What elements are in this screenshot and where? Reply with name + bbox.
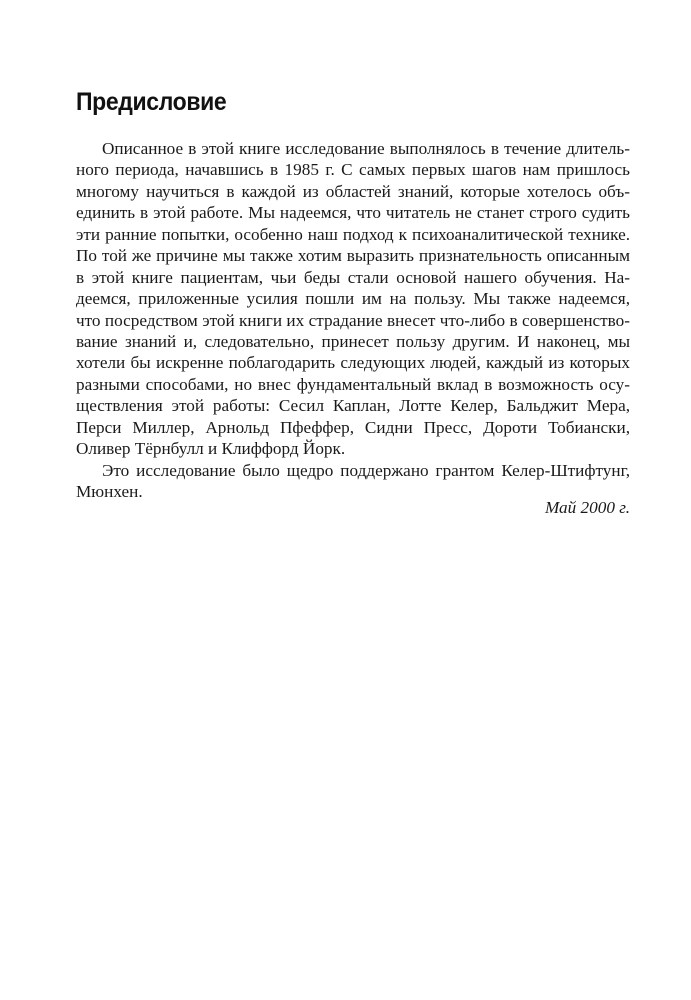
text-line: что посредством этой книги их страдание внесет что-либо в совершенство-	[76, 310, 630, 330]
page-title: Предисловие	[76, 88, 227, 116]
text-line: Мюнхен.	[76, 482, 143, 501]
text-line: Перси Миллер, Арнольд Пфеффер, Сидни Пресс, Дороти Тобиански,	[76, 417, 630, 437]
text-line: ного периода, начавшись в 1985 г. С самых первых шагов нам пришлось	[76, 160, 630, 180]
text-line: ществления этой работы: Сесил Каплан, Лотте Келер, Бальджит Мера,	[76, 396, 630, 416]
text-line: хотели бы искренне поблагодарить следующих людей, каждый из которых	[76, 353, 630, 373]
text-line: вание знаний и, следовательно, принесет пользу другим. И наконец, мы	[76, 331, 630, 351]
text-line: деемся, приложенные усилия пошли им на пользу. Мы также надеемся,	[76, 289, 630, 309]
text-line: Оливер Тёрнбулл и Клиффорд Йорк.	[76, 439, 346, 459]
text-line: Описанное в этой книге исследование выполнялось в течение длитель-	[102, 139, 630, 158]
text-line: в этой книге пациентам, чьи беды стали основой нашего обучения. На-	[76, 267, 630, 287]
text-line: разными способами, но внес фундаментальный вклад в возможность осу-	[76, 374, 630, 394]
paragraph-2	[76, 460, 630, 503]
text-line: единить в этой работе. Мы надеемся, что читатель не станет строго судить	[76, 203, 630, 223]
paragraph-1	[76, 138, 630, 460]
text-line: эти ранние попытки, особенно наш подход к психоаналитической технике.	[76, 224, 630, 244]
date-signature: Май 2000 г.	[544, 498, 630, 517]
text-line: По той же причине мы также хотим выразить признательность описанным	[76, 246, 630, 266]
text-line: многому научиться в каждой из областей знаний, которые хотелось объ-	[76, 181, 630, 201]
body-text	[76, 138, 630, 502]
text-line: Это исследование было щедро поддержано грантом Келер-Штифтунг,	[102, 460, 630, 480]
